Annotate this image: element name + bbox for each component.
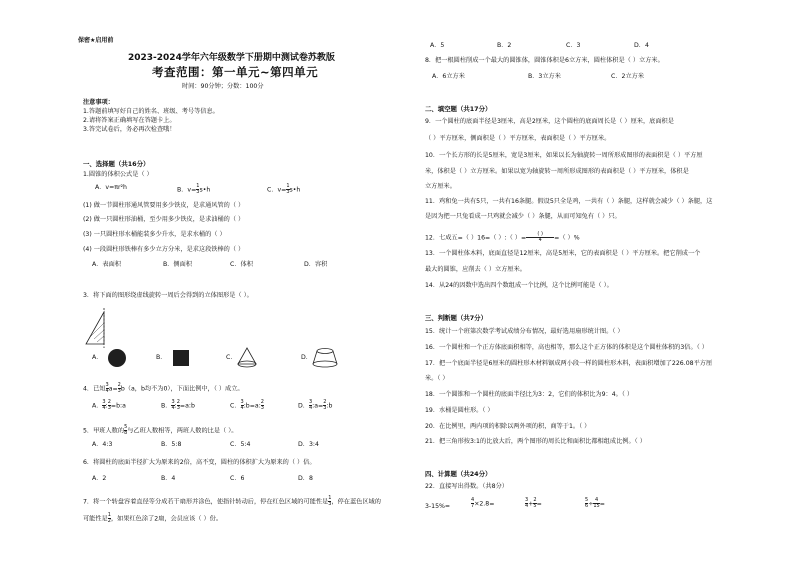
note-item: 2.请将答案正确填写在答题卡上。 bbox=[83, 117, 176, 124]
q4-option-b: B． $\frac{3}{4}$ : $\frac{2}{3}$ =a:b bbox=[161, 399, 195, 411]
q2-option-d: D．容积 bbox=[304, 261, 328, 268]
cone-icon bbox=[236, 347, 258, 369]
sphere-icon bbox=[107, 348, 127, 368]
question-10-cont: 米，体积是（ ）立方厘米。如果以宽为轴旋转一周所形成图形的表面积是（ ）平方厘米，体积是 bbox=[425, 168, 689, 175]
q2-option-c: C．体积 bbox=[230, 261, 253, 268]
question-5: 5．甲班人数的 $\frac{5}{8}$ 与乙班人数相等，两班人数的比是（ ）。 bbox=[83, 424, 238, 436]
question-2-part: (1) 做一节圆柱形通风管要用多少铁皮，是求通风管的（ ） bbox=[83, 202, 245, 209]
note-item: 1.答题前填写好自己的姓名、班级、考号等信息。 bbox=[83, 108, 219, 115]
notes-title: 注意事项： bbox=[83, 99, 114, 106]
section-judge: 三、判断题（共7分） bbox=[425, 314, 487, 322]
q7-option-a: A．5 bbox=[430, 42, 445, 49]
q2-option-b: B．侧面积 bbox=[163, 261, 192, 268]
fraction-one-third: $\frac{1}{3}$ bbox=[196, 183, 200, 195]
calc-item-3: $\frac{3}{4}$ + $\frac{2}{5}$ = bbox=[525, 497, 542, 509]
question-2-part: (3) 一只圆柱形水桶能装多少升水，是求水桶的（ ） bbox=[83, 231, 226, 238]
q5-option-a: A．4:3 bbox=[92, 441, 113, 448]
q1-option-c: C．v= $\frac{1}{3}$ s•h bbox=[267, 183, 301, 195]
q5-option-d: D．3:4 bbox=[298, 441, 319, 448]
question-13-cont: 最大的圆锥，应削去（ ）立方厘米。 bbox=[425, 266, 526, 273]
question-12: 12．七成五=（ ）16=（ ）:（ ）= $\frac{( )}{4}$ =（ ）% bbox=[425, 231, 580, 243]
q3-option-c: C． bbox=[226, 354, 237, 361]
judge-item: 20．在比例里，两内项的积除以两外项的积，商等于1。（ ） bbox=[425, 423, 591, 430]
question-8: 8．把一根圆柱削成一个最大的圆锥体，圆锥体积是6立方米，圆柱体积是（ ）立方米。 bbox=[425, 57, 664, 64]
page-title: 2023-2024学年六年级数学下册期中测试卷苏教版 bbox=[128, 53, 335, 63]
note-item: 3.答完试卷后，务必再次检查哦！ bbox=[83, 126, 176, 133]
q5-option-b: B．5:8 bbox=[161, 441, 182, 448]
question-2-part: (4) 一段圆柱形铁棒有多少立方分米，是求这段铁棒的（ ） bbox=[83, 246, 245, 253]
question-14: 14．从24的因数中选出四个数组成一个比例，这个比例可能是（ ）。 bbox=[425, 282, 613, 289]
judge-item: 15．统计一个班第次数学考试成绩分布情况，最好选用扇形统计图。（ ） bbox=[425, 328, 624, 335]
question-3: 3．将下面的图形绕虚线旋转一周后会得到的立体图形是（ ）。 bbox=[83, 292, 253, 299]
question-7-line2: 可能性是 $\frac{1}{2}$ ，如果红色涂了2扇，会员应该（ ）份。 bbox=[83, 512, 223, 524]
question-6: 6．将圆柱的底面半径扩大为原来的2倍，高不变，圆柱的体积扩大为原来的（ ）倍。 bbox=[83, 459, 316, 466]
question-10-cont: 立方厘米。 bbox=[425, 183, 456, 190]
q3-option-d: D． bbox=[301, 354, 312, 361]
q4-option-a: A． $\frac{3}{4}$ : $\frac{2}{3}$ =b:a bbox=[92, 399, 126, 411]
q6-option-a: A．2 bbox=[92, 475, 107, 482]
exam-scope: 考查范围：第一单元~第四单元 bbox=[152, 65, 319, 79]
question-2-part: (2) 做一只圆柱形油桶，至少用多少铁皮，是求油桶的（ ） bbox=[83, 216, 245, 223]
calc-item-1: 3-15%= bbox=[425, 503, 451, 510]
question-1: 1.圆锥的体积公式是（ ） bbox=[83, 171, 153, 178]
question-22: 22．直接写出得数。（共8分） bbox=[425, 483, 508, 490]
judge-item: 19．水桶是圆柱形。（ ） bbox=[425, 407, 494, 414]
q6-option-b: B．4 bbox=[161, 475, 176, 482]
frustum-icon bbox=[311, 347, 339, 369]
section-fill: 二、填空题（共17分） bbox=[425, 105, 492, 113]
judge-item: 16．一个圆柱和一个正方体底面积相等，高也相等，那么这个正方体的体积是这个圆柱体积的3倍。（ ） bbox=[425, 344, 708, 351]
q1-option-a: A．v=πr²h bbox=[95, 184, 127, 191]
q7-option-c: C．3 bbox=[566, 42, 581, 49]
cube-icon bbox=[172, 348, 190, 368]
q6-option-c: C．6 bbox=[230, 475, 245, 482]
section-choice: 一、选择题（共16分） bbox=[83, 160, 150, 168]
question-7-line1: 7．将一个转盘容着直径等分成若干扇形并涂色，使指针转动后，停在红色区域的可能性是 $\frac{1}{3}$ ，停在蓝色区域的 bbox=[83, 495, 381, 507]
calc-item-2: $\frac{4}{7}$ ×2.8= bbox=[471, 497, 495, 509]
q8-option-a: A．6立方米 bbox=[432, 73, 465, 80]
question-9: 9．一个圆柱的底面半径是3厘米，高是2厘米，这个圆柱的底面周长是（ ）厘米，底面积是 bbox=[425, 118, 674, 125]
q7-option-d: D．4 bbox=[634, 42, 649, 49]
secret-label: 保密★启用前 bbox=[78, 37, 114, 44]
q7-option-b: B．2 bbox=[497, 42, 512, 49]
section-calc: 四、计算题（共24分） bbox=[425, 470, 492, 478]
q6-option-d: D．8 bbox=[298, 475, 313, 482]
q3-option-b: B． bbox=[156, 354, 167, 361]
exam-time: 时间：90分钟；分数：100分 bbox=[182, 83, 264, 90]
q1-option-b: B．v= $\frac{1}{3}$ s•h bbox=[177, 183, 211, 195]
question-13: 13．一个圆柱体木料，底面直径是12厘米，高是5厘米，它的表面积是（ ）平方厘米。把它削成一个 bbox=[425, 250, 701, 257]
question-10: 10．一个长方形的长是5厘米，宽是3厘米，如果以长为轴旋转一周所形成图形的表面积是（ ）平方厘 bbox=[425, 152, 703, 159]
judge-item: 21．把三角形按3:1的比放大后，两个图形的周长比和面积比都相组成比例。（ ） bbox=[425, 438, 646, 445]
q4-option-c: C． $\frac{3}{4}$ :b=a: $\frac{2}{3}$ bbox=[230, 399, 264, 411]
q8-option-c: C．2立方米 bbox=[611, 73, 645, 80]
q4-option-d: D． $\frac{3}{4}$ :a= $\frac{2}{3}$ :b bbox=[298, 399, 333, 411]
q2-option-a: A．表面积 bbox=[92, 261, 121, 268]
q3-option-a: A． bbox=[92, 354, 103, 361]
calc-item-4: $\frac{5}{6}$ ÷ $\frac{4}{15}$ = bbox=[585, 497, 605, 509]
fraction-one-third: $\frac{1}{3}$ bbox=[286, 183, 290, 195]
judge-item: 17．把一个底面半径是6厘米的圆柱形木材料锯成两小段一样的圆柱形木料，表面积增加了226.08平方厘 bbox=[425, 360, 713, 367]
question-11: 11．鸡和兔一共有5只，一共有16条腿。假设5只全是鸡，一共有（ ）条腿，这样就会减少（ ）条腿，这 bbox=[425, 198, 713, 205]
question-4: 4．已知 $\frac{3}{4}$ a= $\frac{2}{3}$ b（a，b均不为0），下面比例中，（ ）成立。 bbox=[83, 382, 244, 394]
judge-item: 米。（ ） bbox=[425, 375, 449, 382]
q5-option-c: C．5:4 bbox=[230, 441, 251, 448]
q8-option-b: B．3立方米 bbox=[528, 73, 561, 80]
question-11-cont: 是因为把一只兔看成一只鸡就会减少（ ）条腿，从而可知兔有（ ）只。 bbox=[425, 213, 621, 220]
triangle-figure bbox=[84, 306, 124, 350]
question-9-cont: （ ）平方厘米，侧面积是（ ）平方厘米，表面积是（ ）平方厘米。 bbox=[425, 135, 611, 142]
judge-item: 18．一个圆锥和一个圆柱的底面半径比为3：2，它们的体积比为9：4。（ ） bbox=[425, 391, 634, 398]
